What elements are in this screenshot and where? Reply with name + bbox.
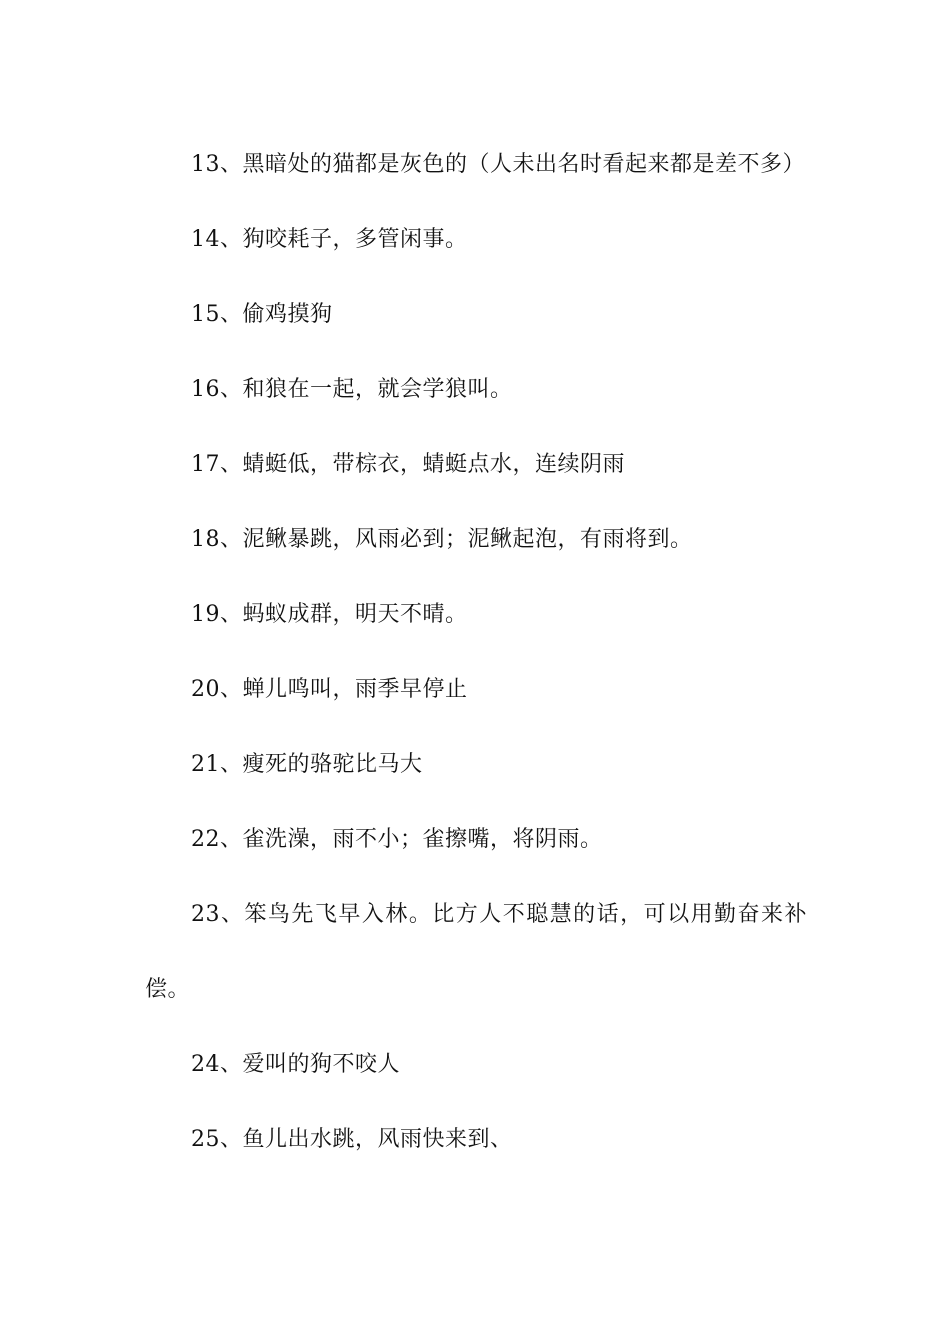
paragraph-20: 20、蝉儿鸣叫，雨季早停止 <box>191 677 468 702</box>
paragraph-14: 14、狗咬耗子，多管闲事。 <box>191 227 468 252</box>
paragraph-16: 16、和狼在一起，就会学狼叫。 <box>191 377 513 402</box>
paragraph-13: 13、黑暗处的猫都是灰色的（人未出名时看起来都是差不多） <box>191 152 805 177</box>
paragraph-15: 15、偷鸡摸狗 <box>191 302 333 327</box>
paragraph-25: 25、鱼儿出水跳，风雨快来到、 <box>191 1127 513 1152</box>
paragraph-24: 24、爱叫的狗不咬人 <box>191 1052 400 1077</box>
paragraph-18: 18、泥鳅暴跳，风雨必到；泥鳅起泡，有雨将到。 <box>191 527 693 552</box>
paragraph-21: 21、瘦死的骆驼比马大 <box>191 752 423 777</box>
paragraph-17: 17、蜻蜓低，带棕衣，蜻蜓点水，连续阴雨 <box>191 452 625 477</box>
paragraph-19: 19、蚂蚁成群，明天不晴。 <box>191 602 468 627</box>
body-text <box>145 127 807 1177</box>
paragraph-23: 23、笨鸟先飞早入林。比方人不聪慧的话，可以用勤奋来补偿。 <box>145 902 807 1002</box>
paragraph-22: 22、雀洗澡，雨不小；雀擦嘴，将阴雨。 <box>191 827 603 852</box>
